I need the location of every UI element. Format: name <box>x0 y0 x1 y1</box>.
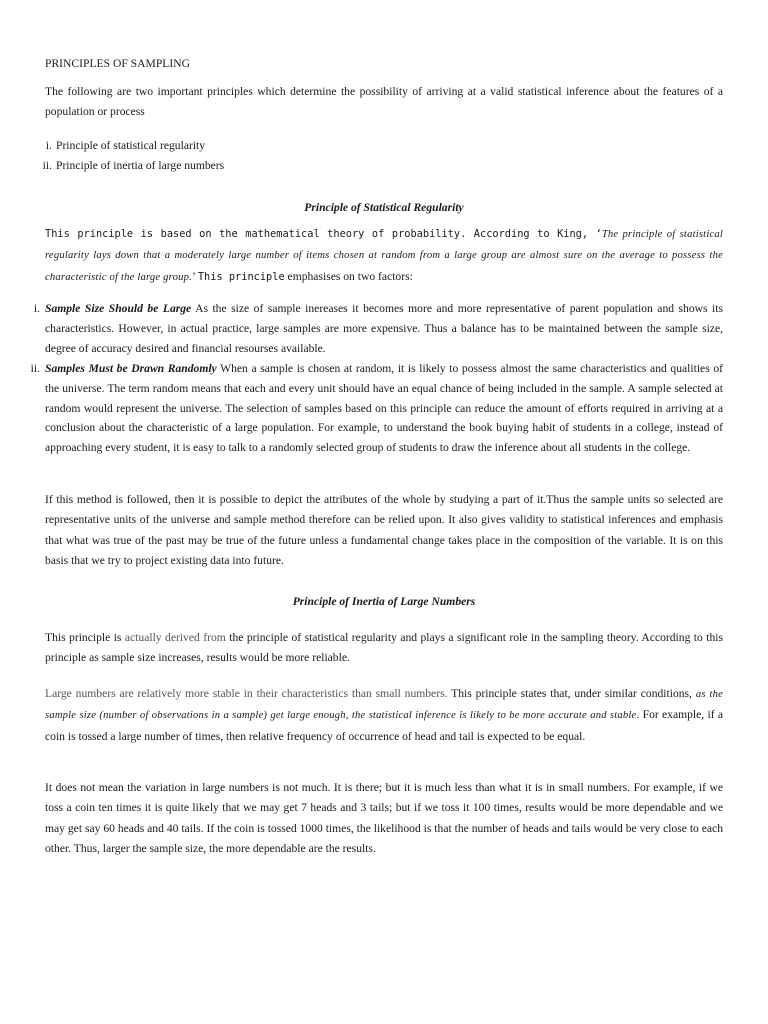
p2-muted-text: Large numbers are relatively more stable in their characteristics than small numbers. <box>45 687 448 700</box>
list-item-number: ii. <box>42 159 52 172</box>
section2-paragraph-1 <box>45 628 723 669</box>
section2-paragraph-2 <box>45 684 723 747</box>
p1-text-b: the principle of statistical regularity and plays a significant role in the sampling theory. According to this principle as sample size increases, results would be more reliable. <box>45 631 724 665</box>
factors-list <box>30 299 723 458</box>
section-heading-statistical-regularity: Principle of Statistical Regularity <box>304 201 464 214</box>
p1-text-a: This principle is <box>45 631 125 644</box>
list-item-text: Principle of statistical regularity <box>56 139 206 152</box>
list-item-number: i. <box>33 302 40 315</box>
section2-paragraph-3: It does not mean the variation in large numbers is not much. It is there; but it is much less than what it is in small numbers. For example, if we toss a coin ten times it is quite likely that we may get 7 heads and 3 tails; but if we toss it 100 times, results would be more dependable and we may get say 60 heads and 40 tails. If the coin is tossed 1000 times, the likelihood is that the number of heads and tails would be very close to each other. Thus, larger the sample size, the more dependable are the results. <box>45 781 723 856</box>
intro-paragraph: The following are two important principles which determine the possibility of arriving at a valid statistical inference about the features of a population or process <box>45 85 723 119</box>
list-item-text: Principle of inertia of large numbers <box>56 159 225 172</box>
section1-paragraph <box>45 224 723 288</box>
page-title: PRINCIPLES OF SAMPLING <box>45 57 190 70</box>
factor-text: As the size of sample inereases it becomes more and more representative of parent population and shows its characteristics. However, in actual practice, large samples are more expensive. Thus a balance has to be maintained between the sample size, degree of accuracy desired and financial resourses available. <box>45 302 723 355</box>
p1-muted-text: actually derived from <box>124 631 226 644</box>
list-item-number: i. <box>45 139 52 152</box>
section1-mono-text: This principle <box>197 270 285 283</box>
list-item <box>30 359 723 459</box>
list-item <box>30 136 730 156</box>
quote-close: ’ <box>191 269 198 283</box>
followup-paragraph: If this method is followed, then it is possible to depict the attributes of the whole by studying a part of it.Thus the sample units so selected are representative units of the universe and sample method therefore can be relied upon. It also gives validity to statistical inferences and emphasis that what was true of the past may be true of the future unless a fundamental change takes place in the composition of the variable. It is on this basis that we try to project existing data into future. <box>45 493 723 568</box>
principles-list <box>30 136 730 176</box>
p2-text-a: This principle states that, under similar conditions, <box>447 687 696 700</box>
p2-quote: as the sample size (number of observations in a sample) get large enough, the statistical inference is likely to be more accurate and stable <box>45 689 724 722</box>
factor-heading: Sample Size Should be Large <box>45 302 192 315</box>
factor-heading: Samples Must be Drawn Randomly <box>45 361 217 375</box>
section1-lead-text: This principle is based on the mathematical theory of probability. According to King, ‘ <box>45 228 602 240</box>
section1-tail-text: emphasises on two factors: <box>284 269 413 283</box>
list-item <box>30 299 723 359</box>
list-item <box>30 156 730 176</box>
factor-text: When a sample is chosen at random, it is likely to possess almost the same characteristics and qualities of the universe. The term random means that each and every unit should have an equal chance of being included in the sample. A sample selected at random would represent the universe. The selection of samples based on this principle can reduce the amount of efforts required in arriving at a conclusion about the characteristic of a large population. For example, to understand the book buying habit of students in a college, instead of approaching every student, it is easy to talk to a randomly selected group of students to draw the inference about all students in the college. <box>45 361 723 455</box>
king-quote: The principle of statistical regularity lays down that a moderately large number of items chosen at random from a large group are almost sure on the average to possess the characteristic of the large group. <box>45 229 724 283</box>
list-item-number: ii. <box>30 361 40 375</box>
section-heading-inertia-large-numbers: Principle of Inertia of Large Numbers <box>292 595 476 608</box>
p2-text-b: . For example, if a coin is tossed a large number of times, then relative frequency of occurrence of head and tail is expected to be equal. <box>45 708 723 743</box>
